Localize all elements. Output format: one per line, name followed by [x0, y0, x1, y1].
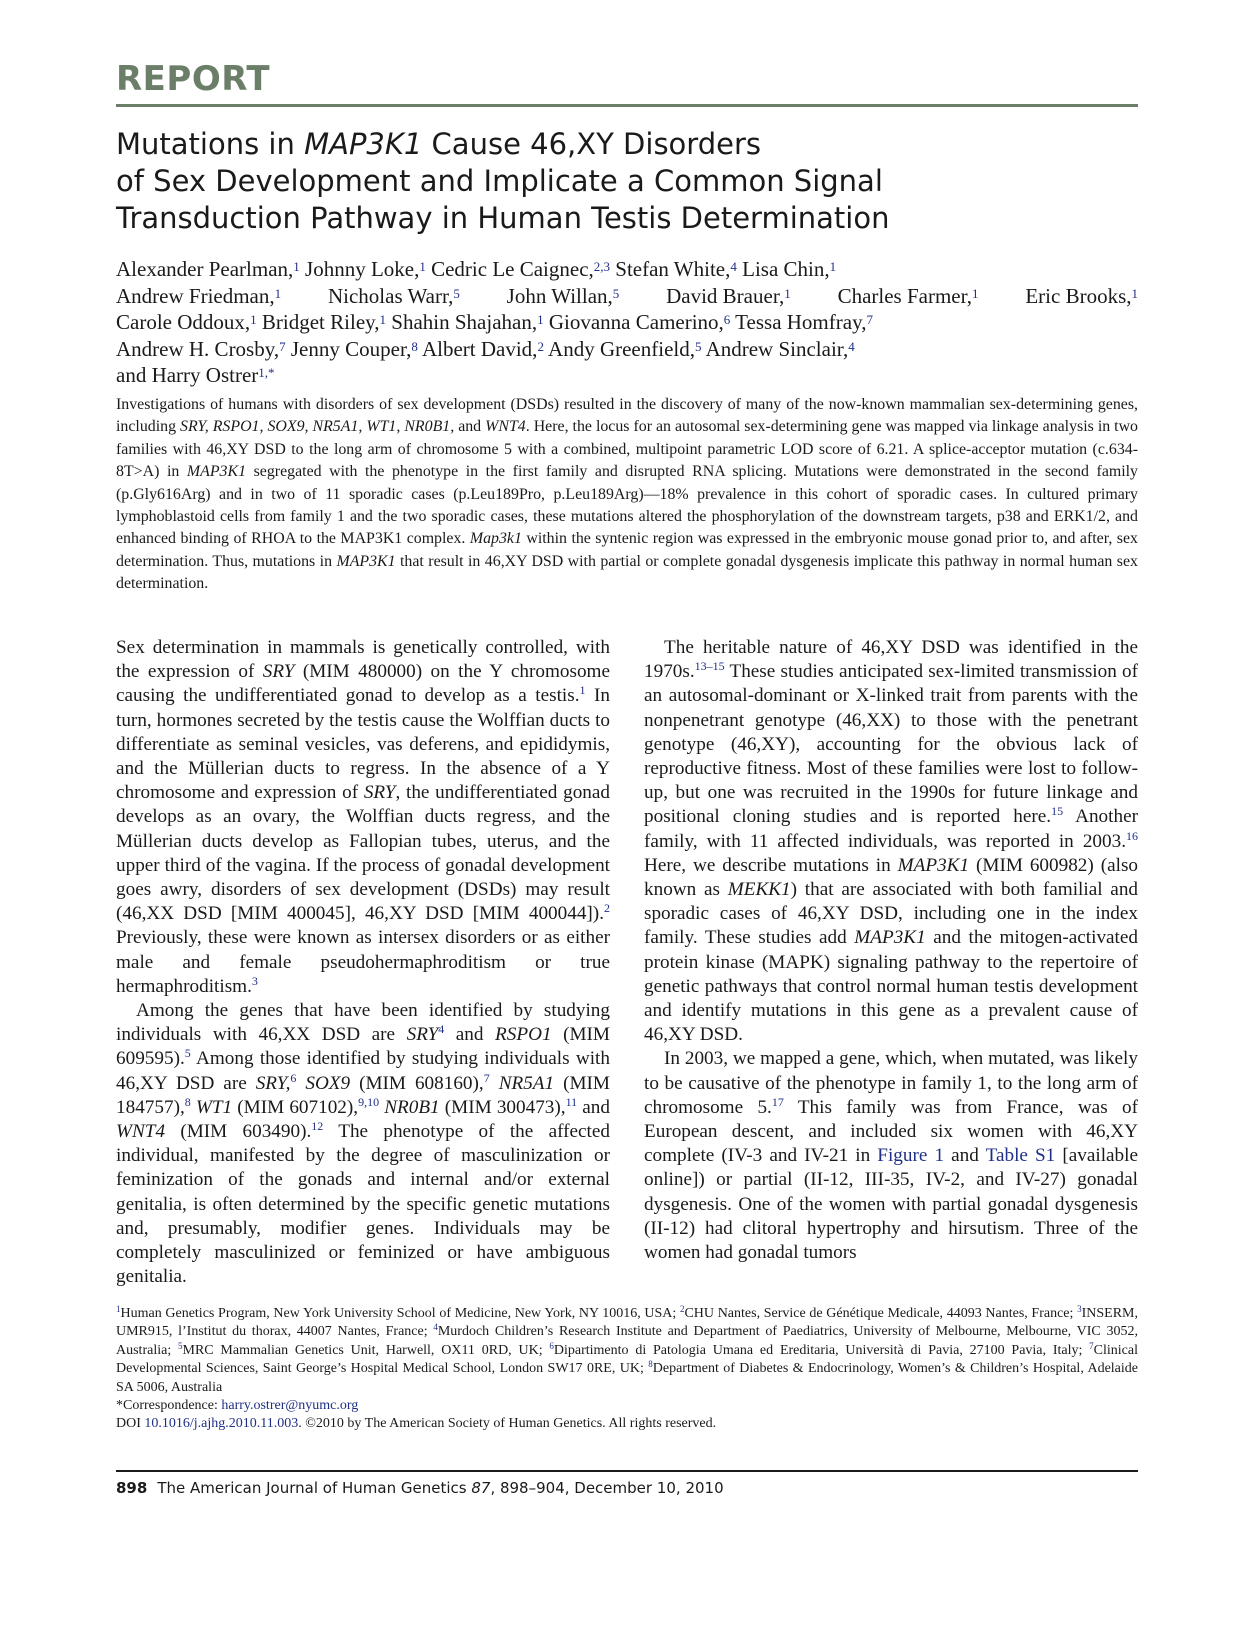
title-gene: MAP3K1 [304, 127, 423, 161]
author-affiliation-ref[interactable]: 7 [866, 312, 873, 328]
citation-ref[interactable]: 7 [1089, 1340, 1094, 1351]
author-name: Lisa Chin, [742, 257, 830, 281]
gene-name: SRY [406, 1024, 439, 1046]
figure-link[interactable]: Table S1 [985, 1145, 1056, 1167]
citation-ref[interactable]: 5 [184, 1046, 191, 1061]
author-affiliation-ref[interactable]: 1 [784, 285, 791, 301]
citation-ref[interactable]: 1 [579, 683, 586, 698]
citation-ref[interactable]: 4 [438, 1022, 445, 1037]
author-affiliation-ref[interactable]: 4 [730, 259, 737, 274]
citation-ref[interactable]: 16 [1126, 828, 1138, 843]
author-affiliation-ref[interactable]: 2,3 [593, 259, 611, 274]
gene-name: SRY, [255, 1072, 291, 1094]
correspondence: *Correspondence: harry.ostrer@nyumc.org [116, 1398, 359, 1414]
author-affiliation-ref[interactable]: 1 [379, 312, 387, 328]
author [291, 337, 418, 361]
figure-link[interactable]: Figure 1 [877, 1145, 945, 1167]
author-line [116, 361, 1138, 388]
author [305, 257, 426, 281]
author-name: John Willan, [506, 283, 613, 308]
author-name: Andrew Sinclair, [705, 336, 849, 361]
author-line [116, 335, 1138, 362]
citation-ref[interactable]: 11 [565, 1094, 578, 1109]
gene-name: NR0B1 [384, 1096, 440, 1118]
journal-name: The American Journal of Human Genetics [157, 1479, 472, 1497]
author [116, 337, 286, 361]
author-name: Shahin Shajahan, [391, 310, 538, 335]
citation-ref[interactable]: 3 [251, 973, 258, 988]
author [507, 282, 620, 309]
body-column-left [116, 636, 610, 1289]
citation-ref[interactable]: 2 [604, 901, 610, 916]
author-name: Cedric Le Caignec, [431, 257, 594, 281]
journal-citation: , 898–904, December 10, 2010 [490, 1479, 724, 1497]
citation-ref[interactable]: 2 [679, 1304, 685, 1314]
author-affiliation-ref[interactable]: 1,* [258, 365, 275, 381]
author [328, 282, 460, 309]
author [735, 310, 873, 334]
gene-name: RSPO1 [495, 1024, 552, 1046]
footer-rule [116, 1470, 1138, 1472]
footnotes [116, 1305, 1138, 1434]
author-affiliation-ref[interactable]: 7 [279, 338, 286, 354]
author [262, 310, 386, 334]
author-line [116, 308, 1138, 335]
citation-ref[interactable]: 6 [290, 1070, 297, 1085]
author [666, 282, 791, 309]
author [615, 257, 737, 281]
author-name: Bridget Riley, [261, 310, 380, 335]
author-name: and Harry Ostrer [116, 363, 259, 388]
author-name: Nicholas Warr, [327, 283, 454, 308]
author-affiliation-ref[interactable]: 1 [293, 259, 300, 274]
gene-name: WT1 [195, 1096, 233, 1118]
body-paragraph: In 2003, we mapped a gene, which, when mutated, was likely to be causative of the phenotype in family 1, to the long arm of chromosome 5.17 This family was from France, was of European descent, and included six women with 46,XY complete (IV-3 and IV-21 in Figure 1 and Table S1 [available online]) or partial (II-12, III-35, IV-2, and IV-27) gonadal dysgenesis. One of the women with partial gonadal dysgenesis (II-12) had clitoral hypertrophy and hirsutism. Three of the women had gonadal tumors [644, 1048, 1138, 1264]
citation-ref[interactable]: 17 [771, 1094, 784, 1109]
author-name: Charles Farmer, [837, 283, 973, 308]
gene-name: NR5A1 [498, 1072, 555, 1094]
author [838, 282, 979, 309]
body-column-right [644, 636, 1138, 1265]
article-title [116, 126, 1138, 237]
author-line [116, 282, 1138, 309]
author [116, 257, 300, 281]
author [549, 310, 730, 334]
author-name: Johnny Loke, [305, 257, 420, 281]
page-footer [116, 1479, 724, 1497]
gene-name: SRY [363, 782, 396, 804]
author-affiliation-ref[interactable]: 1 [250, 312, 257, 328]
author-line [116, 255, 1138, 282]
author [548, 337, 701, 361]
doi-line: DOI 10.1016/j.ajhg.2010.11.003. ©2010 by The American Society of Human Genetics. All rights reserved. [116, 1416, 717, 1432]
gene-name: MAP3K1 [854, 927, 926, 949]
author-affiliation-ref[interactable]: 4 [848, 338, 855, 354]
journal-volume: 87 [471, 1479, 491, 1497]
gene-name: SRY [262, 661, 295, 683]
author-affiliation-ref[interactable]: 1 [419, 259, 426, 274]
author-name: Andy Greenfield, [548, 336, 695, 361]
author-affiliation-ref[interactable]: 1 [829, 259, 837, 274]
title-line-3: Transduction Pathway in Human Testis Determination [116, 201, 890, 235]
doi-link[interactable]: 10.1016/j.ajhg.2010.11.003 [144, 1416, 299, 1432]
author-name: Albert David, [421, 336, 538, 361]
body-paragraph: The heritable nature of 46,XY DSD was identified in the 1970s.$^{13-15}$ These studies anticipated sex-limited transmission of an autosomal-dominant or X-linked trait from parents with the nonpenetrant genotype (46,XX) to those with the penetrant genotype (46,XY), accounting for the obvious lack of reproductive fitness. Most of these families were lost to follow-up, but one was recruited in the 1990s for future linkage and positional cloning studies and is reported here.$^{15}$ Another family, with 11 affected individuals, was reported in 2003.16 Here, we describe mutations in MAP3K1 (MIM 600982) (also known as MEKK1) that are associated with both familial and sporadic cases of 46,XY DSD, including one in the index family. These studies add MAP3K1 and the mitogen-activated protein kinase (MAPK) signaling pathway to the repertoire of genetic pathways that control normal human testis development and identify mutations in this gene as a prevalent cause of 46,XY DSD. [644, 637, 1139, 1046]
author [422, 337, 544, 361]
title-line-2: of Sex Development and Implicate a Common Signal [116, 164, 883, 198]
citation-ref[interactable]: 12 [311, 1119, 324, 1134]
author-affiliation-ref[interactable]: 5 [612, 285, 620, 301]
author-name: Jenny Couper, [290, 336, 412, 361]
abstract: Investigations of humans with disorders of sex development (DSDs) resulted in the discovery of many of the now-known mammalian sex-determining genes, including SRY, RSPO1, SOX9, NR5A1, WT1, NR0B1, and WNT4. Here, the locus for an autosomal sex-determining gene was mapped via linkage analysis in two families with 46,XY DSD to the long arm of chromosome 5 with a combined, multipoint parametric LOD score of 6.21. A splice-acceptor mutation (c.634-8T>A) in MAP3K1 segregated with the phenotype in the first family and disrupted RNA splicing. Mutations were demonstrated in the second family (p.Gly616Arg) and in two of 11 sporadic cases (p.Leu189Pro, p.Leu189Arg)—18% prevalence in this cohort of sporadic cases. In cultured primary lymphoblastoid cells from family 1 and the two sporadic cases, these mutations altered the phosphorylation of the downstream targets, p38 and ERK1/2, and enhanced binding of RHOA to the MAP3K1 complex. Map3k1 within the syntenic region was expressed in the embryonic mouse gonad prior to, and after, sex determination. Thus, mutations in MAP3K1 that result in 46,XY DSD with partial or complete gonadal dysgenesis implicate this pathway in normal human sex determination. [116, 396, 1139, 593]
gene-name: MAP3K1 [897, 854, 970, 876]
section-label: REPORT [116, 59, 271, 99]
author-affiliation-ref[interactable]: 1 [1131, 285, 1138, 301]
section-rule [116, 104, 1138, 107]
citation-ref[interactable]: 8 [648, 1359, 653, 1370]
gene-name: MEKK1 [727, 879, 791, 901]
author [706, 337, 855, 361]
author-name: Andrew H. Crosby, [116, 336, 280, 361]
author-affiliation-ref[interactable]: 5 [694, 338, 702, 354]
author-name: Tessa Homfray, [735, 310, 867, 335]
author-name: Alexander Pearlman, [116, 257, 294, 281]
author [116, 363, 275, 387]
author-name: Eric Brooks, [1025, 283, 1132, 308]
author [116, 310, 257, 334]
citation-ref[interactable]: 4 [433, 1322, 438, 1333]
author-affiliation-ref[interactable]: 1 [274, 285, 282, 301]
citation-ref[interactable]: 15 [1051, 804, 1064, 819]
author [742, 257, 836, 281]
author-name: Carole Oddoux, [116, 310, 251, 335]
citation-ref[interactable]: 5 [178, 1340, 183, 1351]
title-line-1: Mutations in MAP3K1 Cause 46,XY Disorders [116, 127, 761, 161]
citation-ref[interactable]: 7 [483, 1070, 490, 1085]
author-list [116, 255, 1138, 388]
citation-ref[interactable]: 1 [116, 1304, 121, 1314]
body-paragraph: Among the genes that have been identified by studying individuals with 46,XX DSD are SRY$^4$ and RSPO1 (MIM 609595).$^5$ Among those identified by studying individuals with 46,XY DSD are SRY,$^6$ SOX9 (MIM 608160),$^7$ NR5A1 (MIM 184757),$^8$ WT1 (MIM 607102),$^{9,10}$ NR0B1 (MIM 300473),$^{11}$ and WNT4 (MIM 603490).$^{12}$ The phenotype of the affected individual, manifested by the degree of masculinization or feminization of the gonads and internal and/or external genitalia, is often determined by the specific genetic mutations and, presumably, modifier genes. Individuals may be completely masculinized or feminized or have ambiguous genitalia. [116, 1000, 610, 1288]
author-name: David Brauer, [666, 283, 785, 308]
citation-ref[interactable]: 9,10 [358, 1094, 380, 1109]
author [116, 282, 281, 309]
body-paragraph: Sex determination in mammals is genetically controlled, with the expression of SRY (MIM 480000) on the Y chromosome causing the undifferentiated gonad to develop as a testis.$^1$ In turn, hormones secreted by the testis cause the Wolffian ducts to differentiate as seminal vesicles, vas deferens, and epididymis, and the Müllerian ducts to regress. In the absence of a Y chromosome and expression of SRY, the undifferentiated gonad develops as an ovary, the Wolffian ducts regress, and the Müllerian ducts develop as Fallopian tubes, uterus, and the upper third of the vagina. If the process of gonadal development goes awry, disorders of sex development (DSDs) may result (46,XX DSD [MIM 400045], 46,XY DSD [MIM 400044]).$^2$ Previously, these were known as intersex disorders or as either male and female pseudohermaphroditism or true hermaphroditism.$^3$ [116, 637, 610, 997]
citation-ref[interactable]: 13–15 [694, 659, 725, 674]
author-affiliation-ref[interactable]: 5 [453, 285, 460, 301]
citation-ref[interactable]: 6 [549, 1340, 554, 1351]
author-affiliation-ref[interactable]: 8 [411, 338, 418, 354]
author-name: Giovanna Camerino, [548, 310, 724, 335]
correspondence-email-link[interactable]: harry.ostrer@nyumc.org [221, 1398, 359, 1414]
author-affiliation-ref[interactable]: 1 [537, 312, 544, 328]
author [391, 310, 543, 334]
author-affiliation-ref[interactable]: 2 [537, 338, 544, 354]
author-affiliation-ref[interactable]: 1 [972, 285, 979, 301]
author-affiliation-ref[interactable]: 6 [723, 312, 731, 328]
affiliations: $^1$Human Genetics Program, New York University School of Medicine, New York, NY 10016, USA; $^2$CHU Nantes, Service de Génétique Medicale, 44093 Nantes, France; $^3$INSERM, UMR915, l’Institut du thorax, 44007 Nantes, France; $^4$Murdoch Children’s Research Institute and Department of Paediatrics, University of Melbourne, Melbourne, VIC 3052, Australia; $^5$MRC Mammalian Genetics Unit, Harwell, OX11 0RD, UK; $^6$Dipartimento di Patologia Umana ed Ereditaria, Università di Pavia, 27100 Pavia, Italy; $^7$Clinical Developmental Sciences, Saint George’s Hospital Medical School, London SW17 0RE, UK; $^8$Department of Diabetes & Endocrinology, Women’s & Children’s Hospital, Adelaide SA 5006, Australia [116, 1304, 1138, 1395]
citation-ref[interactable]: 3 [1077, 1304, 1082, 1314]
gene-name: WNT4 [116, 1121, 166, 1143]
author [431, 257, 610, 281]
author-name: Stefan White, [615, 257, 731, 281]
page-number: 898 [116, 1479, 148, 1497]
gene-name: SOX9 [305, 1072, 351, 1094]
author-name: Andrew Friedman, [116, 283, 275, 308]
citation-ref[interactable]: 8 [184, 1094, 191, 1109]
author [1025, 282, 1138, 309]
